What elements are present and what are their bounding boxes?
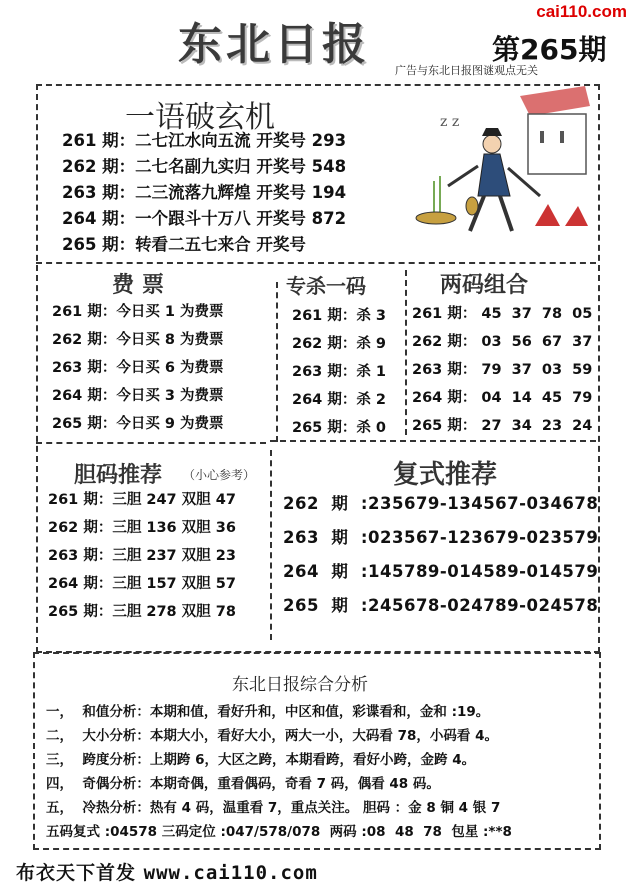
liangma-row: 263 期： 79 37 03 59 bbox=[412, 362, 593, 378]
feipiao-title: 费票 bbox=[112, 272, 173, 298]
illustration-figure bbox=[400, 86, 590, 246]
danma-note: （小心参考） bbox=[183, 468, 256, 482]
masthead-title: 东北日报 bbox=[178, 19, 370, 70]
feipiao-row: 261 期：今日买 1 为费票 bbox=[52, 304, 224, 320]
danma-row: 261 期：三胆 247 双胆 47 bbox=[48, 492, 236, 508]
analysis-row: 一， 和值分析：本期和值，看好升和，中区和值，彩谍看和，金和 :19。 bbox=[46, 704, 490, 720]
yiyu-row: 263 期：二三流落九辉煌 开奖号 194 bbox=[62, 183, 347, 202]
danma-row: 265 期：三胆 278 双胆 78 bbox=[48, 604, 236, 620]
fushi-title: 复式推荐 bbox=[393, 460, 498, 490]
liangma-row: 265 期： 27 34 23 24 bbox=[412, 418, 593, 434]
feipiao-row: 265 期：今日买 9 为费票 bbox=[52, 416, 224, 432]
zhuansha-row: 261 期：杀 3 bbox=[292, 308, 386, 324]
yiyu-row: 265 期：转看二五七来合 开奖号 bbox=[62, 235, 306, 254]
yiyu-row: 262 期：二七名副九实归 开奖号 548 bbox=[62, 157, 347, 176]
zhuansha-row: 263 期：杀 1 bbox=[292, 364, 386, 380]
site-watermark: cai110.com bbox=[536, 2, 627, 21]
danma-row: 263 期：三胆 237 双胆 23 bbox=[48, 548, 236, 564]
analysis-row: 四， 奇偶分析：本期奇偶，重看偶码，奇看 7 码，偶看 48 码。 bbox=[46, 776, 440, 792]
feipiao-row: 263 期：今日买 6 为费票 bbox=[52, 360, 224, 376]
zhuansha-title: 专杀一码 bbox=[286, 274, 366, 298]
liangma-row: 262 期： 03 56 67 37 bbox=[412, 334, 593, 350]
analysis-title: 东北日报综合分析 bbox=[232, 675, 368, 695]
liangma-title: 两码组合 bbox=[440, 272, 529, 298]
zhuansha-row: 265 期：杀 0 bbox=[292, 420, 386, 436]
liangma-row: 264 期： 04 14 45 79 bbox=[412, 390, 593, 406]
disclaimer: 广告与东北日报图谜观点无关 bbox=[395, 64, 538, 77]
footer-text: 布衣天下首发 bbox=[16, 862, 137, 884]
divider bbox=[270, 450, 272, 640]
analysis-row: 五， 冷热分析：热有 4 码，温重看 7，重点关注。 胆码 ：金 8 铜 4 银 7 bbox=[46, 800, 501, 816]
footer bbox=[16, 858, 318, 885]
yiyu-title: 一语破玄机 bbox=[125, 100, 275, 135]
divider bbox=[405, 270, 407, 435]
analysis-row: 五码复式 :04578 三码定位 :047/578/078 两码 :08 48 78 包星 :**8 bbox=[46, 824, 512, 840]
liangma-row: 261 期： 45 37 78 05 bbox=[412, 306, 593, 322]
fushi-row: 263 期 :023567-123679-023579 bbox=[283, 528, 599, 547]
footer-url[interactable]: www.cai110.com bbox=[143, 862, 318, 884]
divider bbox=[270, 440, 596, 442]
danma-row: 262 期：三胆 136 双胆 36 bbox=[48, 520, 236, 536]
feipiao-row: 264 期：今日买 3 为费票 bbox=[52, 388, 224, 404]
analysis-row: 二， 大小分析：本期大小，看好大小，两大一小，大码看 78，小码看 4。 bbox=[46, 728, 498, 744]
danma-title: 胆码推荐 bbox=[74, 462, 163, 488]
issue-number: 第265期 bbox=[492, 33, 607, 66]
fushi-row: 264 期 :145789-014589-014579 bbox=[283, 562, 599, 581]
svg-text:z z: z z bbox=[440, 114, 460, 130]
feipiao-row: 262 期：今日买 8 为费票 bbox=[52, 332, 224, 348]
analysis-row: 三， 跨度分析：上期跨 6，大区之跨，本期看跨，看好小跨，金跨 4。 bbox=[46, 752, 476, 768]
divider bbox=[276, 282, 278, 442]
zhuansha-row: 262 期：杀 9 bbox=[292, 336, 386, 352]
yiyu-row: 264 期：一个跟斗十万八 开奖号 872 bbox=[62, 209, 347, 228]
divider bbox=[36, 442, 266, 444]
fushi-row: 265 期 :245678-024789-024578 bbox=[283, 596, 599, 615]
zhuansha-row: 264 期：杀 2 bbox=[292, 392, 386, 408]
yiyu-row: 261 期：二七江水向五流 开奖号 293 bbox=[62, 131, 347, 150]
danma-row: 264 期：三胆 157 双胆 57 bbox=[48, 576, 236, 592]
divider bbox=[36, 262, 596, 264]
fushi-row: 262 期 :235679-134567-034678 bbox=[283, 494, 599, 513]
